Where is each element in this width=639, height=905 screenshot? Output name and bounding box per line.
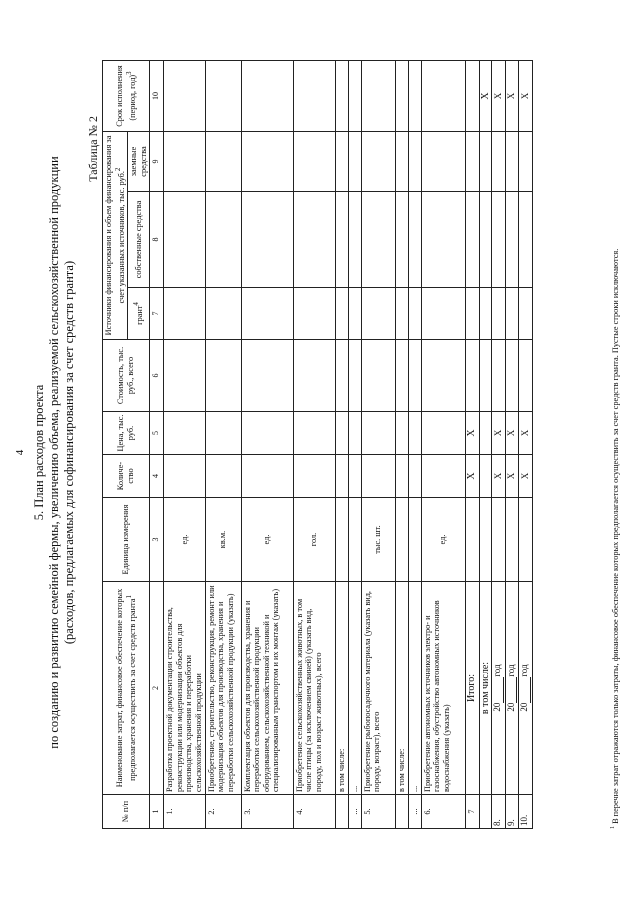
cell [519, 288, 533, 340]
year-num: 10. [519, 795, 533, 829]
cell [293, 340, 335, 412]
row-number [395, 795, 408, 829]
cell [348, 412, 361, 455]
header-price: Цена, тыс. руб. [103, 412, 150, 455]
cell [479, 412, 492, 455]
cell [479, 192, 492, 288]
cell [293, 132, 335, 192]
cell [421, 192, 465, 288]
cell [361, 61, 395, 132]
row-name: Приобретение автономных источников электро- и газоснабжения, обустройство автономных источников водоснабжения (указать) [421, 582, 465, 795]
row-number: 1. [164, 795, 205, 829]
row-unit: ед. [421, 498, 465, 582]
header-name: Наименование затрат, финансовое обеспечение которых предполагается осуществить за счет средств гранта$^1$ [103, 582, 150, 795]
header-grant: грант$^4$ [127, 288, 149, 340]
cell [465, 340, 479, 412]
x-mark: X [505, 412, 519, 455]
cell [408, 455, 421, 498]
row-unit: ед. [164, 498, 205, 582]
cell [348, 455, 361, 498]
year-row [505, 61, 519, 829]
cell [241, 132, 293, 192]
cell [293, 455, 335, 498]
cell [293, 412, 335, 455]
cell [465, 498, 479, 582]
cell [164, 455, 205, 498]
col-number: 6 [150, 340, 164, 412]
total-label: Итого: [465, 582, 479, 795]
cell [492, 132, 506, 192]
col-number: 8 [150, 192, 164, 288]
cell [421, 61, 465, 132]
cell [519, 192, 533, 288]
cell [395, 61, 408, 132]
row-name: Приобретение сельскохозяйственных животных, в том числе птицы (за исключением свиней) (указать вид, породу, пол и возраст животных), всего [293, 582, 335, 795]
title-line-1: 5. План расходов проекта [32, 384, 46, 521]
col-number: 3 [150, 498, 164, 582]
cell [335, 61, 348, 132]
header-sources: Источники финансирования и объем финансирования за счет указанных источников, тыс. руб.$^2$ [103, 132, 128, 340]
x-mark: X [465, 455, 479, 498]
total-num: 7 [465, 795, 479, 829]
year-label [519, 582, 533, 795]
cell [492, 192, 506, 288]
cell [205, 288, 241, 340]
cell [479, 340, 492, 412]
header-own: собственные средства [127, 192, 149, 288]
cell [335, 132, 348, 192]
cell [395, 192, 408, 288]
row-name: Разработка проектной документации строительства, реконструкции или модернизации объектов для производства, хранения и переработки сельскохозяйственной продукции [164, 582, 205, 795]
cell [465, 288, 479, 340]
col-number: 9 [150, 132, 164, 192]
cell [348, 192, 361, 288]
cell [519, 340, 533, 412]
cell [395, 132, 408, 192]
row-name: в том числе: [335, 582, 348, 795]
col-number: 5 [150, 412, 164, 455]
cell [205, 412, 241, 455]
cell [205, 132, 241, 192]
cell [335, 288, 348, 340]
cell [241, 412, 293, 455]
header-term: Срок исполнения (период, год)$^3$ [103, 61, 150, 132]
row-number: 5. [361, 795, 395, 829]
year-rows [492, 61, 533, 829]
row-number: 2. [205, 795, 241, 829]
row-unit [348, 498, 361, 582]
year-row [492, 61, 506, 829]
header-cost: Стоимость, тыс. руб., всего [103, 340, 150, 412]
year-suffix: год [492, 664, 503, 677]
cell [408, 340, 421, 412]
year-suffix: год [519, 664, 530, 677]
cell [348, 61, 361, 132]
year-label [505, 582, 519, 795]
row-name: в том числе: [395, 582, 408, 795]
cell [164, 288, 205, 340]
row-unit [395, 498, 408, 582]
row-unit [335, 498, 348, 582]
header-num: № п/п [103, 795, 150, 829]
col-number: 7 [150, 288, 164, 340]
cell [348, 340, 361, 412]
incl-label: в том числе: [479, 582, 492, 795]
cell [241, 340, 293, 412]
header-loan: заемные средства [127, 132, 149, 192]
year-blank [493, 677, 504, 703]
row-name: ... [348, 582, 361, 795]
cell [164, 192, 205, 288]
table-row [164, 61, 205, 829]
cell [421, 132, 465, 192]
x-mark: X [492, 412, 506, 455]
cell [241, 288, 293, 340]
cell [335, 340, 348, 412]
cell [492, 288, 506, 340]
expense-plan-table [102, 60, 533, 829]
cell [421, 340, 465, 412]
cell [479, 288, 492, 340]
cell [335, 412, 348, 455]
col-number: 4 [150, 455, 164, 498]
cell [479, 498, 492, 582]
table-row [335, 61, 348, 829]
cell [348, 288, 361, 340]
row-number: ... [348, 795, 361, 829]
x-mark: X [492, 455, 506, 498]
cell [505, 288, 519, 340]
col-number: 10 [150, 61, 164, 132]
row-number: 6. [421, 795, 465, 829]
cell [505, 192, 519, 288]
cell [361, 288, 395, 340]
table-row [361, 61, 395, 829]
x-mark: X [519, 61, 533, 132]
year-prefix: 20 [505, 702, 516, 712]
year-num: 8. [492, 795, 506, 829]
x-mark: X [479, 61, 492, 132]
table-row [421, 61, 465, 829]
cell [519, 132, 533, 192]
year-suffix: год [505, 664, 516, 677]
row-number: ... [408, 795, 421, 829]
cell [335, 192, 348, 288]
cell [479, 455, 492, 498]
cell [479, 795, 492, 829]
cell [505, 498, 519, 582]
row-name: ... [408, 582, 421, 795]
table-body [164, 61, 465, 829]
cell [241, 61, 293, 132]
row-number: 4. [293, 795, 335, 829]
year-blank [520, 677, 531, 703]
title-line-2: по созданию и развитию семейной фермы, увеличению объема, реализуемой сельскохозяйственной продукции [47, 156, 61, 749]
cell [205, 61, 241, 132]
cell [361, 192, 395, 288]
row-unit: кв.м. [205, 498, 241, 582]
year-blank [507, 677, 518, 703]
x-mark: X [492, 61, 506, 132]
cell [395, 455, 408, 498]
header-row-1 [103, 61, 128, 829]
table-row [293, 61, 335, 829]
cell [293, 192, 335, 288]
cell [361, 132, 395, 192]
cell [164, 61, 205, 132]
page-number: 4 [14, 449, 26, 456]
cell [408, 288, 421, 340]
cell [361, 455, 395, 498]
row-name: Приобретение, строительство, реконструкция, ремонт или модернизация объектов для производства, хранения и переработки сельскохозяйственной продукции (указать) [205, 582, 241, 795]
col-number: 1 [150, 795, 164, 829]
x-mark: X [519, 455, 533, 498]
table-number: Таблица № 2 [86, 116, 100, 182]
cell [164, 340, 205, 412]
cell [492, 498, 506, 582]
row-number [335, 795, 348, 829]
cell [421, 412, 465, 455]
year-row [519, 61, 533, 829]
year-prefix: 20 [519, 702, 530, 712]
table-row [348, 61, 361, 829]
total-row [465, 61, 479, 829]
cell [395, 340, 408, 412]
cell [408, 192, 421, 288]
col-number: 2 [150, 582, 164, 795]
column-number-row [150, 61, 164, 829]
row-name: Приобретение рыбопосадочного материала (указать вид, породу, возраст), всего [361, 582, 395, 795]
cell [241, 192, 293, 288]
incl-row [479, 61, 492, 829]
cell [361, 340, 395, 412]
cell [395, 412, 408, 455]
cell [205, 340, 241, 412]
cell [205, 455, 241, 498]
x-mark: X [465, 412, 479, 455]
table-row [241, 61, 293, 829]
row-unit: гол. [293, 498, 335, 582]
cell [408, 61, 421, 132]
row-unit [408, 498, 421, 582]
cell [408, 412, 421, 455]
title-line-3: (расходов, предлагаемых для софинансирования за счет средств гранта) [62, 260, 76, 645]
cell [408, 132, 421, 192]
row-number: 3. [241, 795, 293, 829]
footnote: $^1$ В перечне затрат отражаются только затраты, финансовое обеспечение которых предполагается осуществить за счет средств гранта. Пустые строки исключаются. [610, 248, 620, 829]
cell [465, 192, 479, 288]
table-row [205, 61, 241, 829]
cell [361, 412, 395, 455]
cell [505, 340, 519, 412]
cell [465, 132, 479, 192]
table-row [395, 61, 408, 829]
row-name: Комплектация объектов для производства, хранения и переработки сельскохозяйственной продукции оборудованием, сельскохозяйственной техникой и специализированным транспортом и их монтаж (указать) [241, 582, 293, 795]
table-row [408, 61, 421, 829]
cell [241, 455, 293, 498]
cell [205, 192, 241, 288]
cell [492, 340, 506, 412]
year-prefix: 20 [492, 702, 503, 712]
x-mark: X [505, 455, 519, 498]
cell [335, 455, 348, 498]
cell [421, 455, 465, 498]
year-num: 9. [505, 795, 519, 829]
cell [293, 61, 335, 132]
cell [348, 132, 361, 192]
header-unit: Единица измерения [103, 498, 150, 582]
cell [465, 61, 479, 132]
cell [164, 132, 205, 192]
cell [164, 412, 205, 455]
row-unit: тыс. шт. [361, 498, 395, 582]
cell [505, 132, 519, 192]
cell [293, 288, 335, 340]
header-qty: Количе-ство [103, 455, 150, 498]
x-mark: X [519, 412, 533, 455]
row-unit: ед. [241, 498, 293, 582]
cell [395, 288, 408, 340]
year-label [492, 582, 506, 795]
cell [479, 132, 492, 192]
cell [519, 498, 533, 582]
x-mark: X [505, 61, 519, 132]
cell [421, 288, 465, 340]
